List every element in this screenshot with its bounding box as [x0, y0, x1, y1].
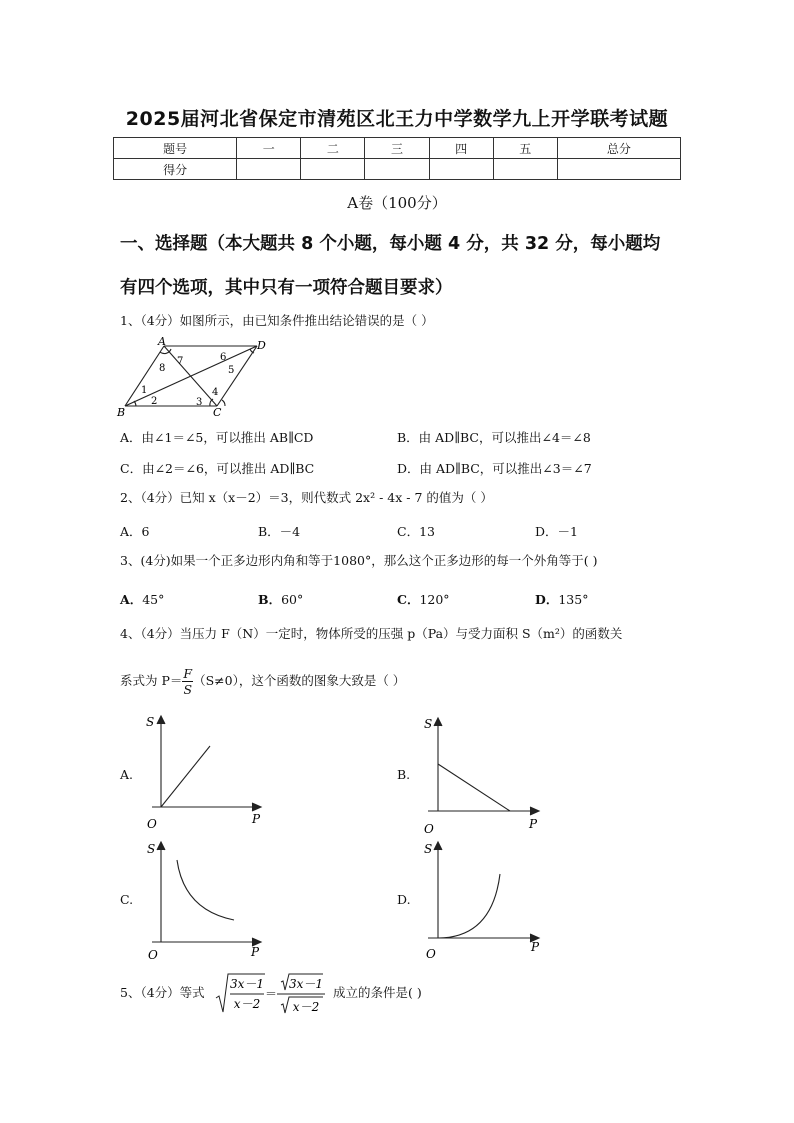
score-table-header-row: [114, 138, 681, 159]
q1-angle-4: 4: [212, 387, 219, 398]
q3-option-c: C．120°: [397, 592, 450, 607]
q4-graph-a-origin: O: [147, 817, 157, 831]
q1-angle-6: 6: [220, 352, 227, 363]
q4-graph-a: [144, 712, 268, 832]
q4-graph-b: [420, 714, 546, 836]
q5-equals: ＝: [265, 987, 278, 1001]
q1-option-d: D．由 AD∥BC，可以推出∠3＝∠7: [397, 461, 592, 476]
score-table-score-row: [114, 159, 681, 180]
page-title: 2025届河北省保定市清苑区北王力中学数学九上开学联考试题: [125, 108, 669, 130]
q1-label-b: B: [117, 406, 126, 419]
q4-graph-d: [420, 838, 546, 960]
q4-graph-b-origin: O: [424, 822, 434, 836]
q2-option-c: C．13: [397, 524, 435, 539]
part-one-line-1: 一、选择题（本大题共 8 个小题，每小题 4 分，共 32 分，每小题均: [120, 234, 661, 254]
q4-graph-c-label: C.: [120, 892, 134, 907]
q4-graph-d-origin: O: [426, 947, 436, 960]
q1-label-a: A: [158, 336, 166, 348]
q4-graph-c-origin: O: [148, 948, 158, 960]
score-table: [113, 137, 681, 180]
score-cell: [557, 159, 680, 180]
q4-stem-line1: 4、（4分）当压力 F（N）一定时，物体所受的压强 p（Pa）与受力面积 S（m²）的函数关: [120, 626, 623, 641]
q4-graph-c: [144, 838, 268, 960]
q4-fraction: $\frac{F}{S}$: [183, 666, 193, 697]
q1-label-c: C: [213, 406, 222, 419]
q2-option-d: D．－1: [535, 524, 578, 539]
q4-graph-c-axis-s: S: [147, 842, 156, 856]
q1-angle-7: 7: [177, 356, 184, 367]
q1-option-b: B．由 AD∥BC，可以推出∠4＝∠8: [397, 430, 591, 445]
score-cell: [301, 159, 365, 180]
q2-stem: 2、（4分）已知 x（x－2）＝3，则代数式 2x² - 4x - 7 的值为（ ）: [120, 490, 493, 505]
part-one-heading: [120, 222, 680, 310]
q4-graph-d-label: D.: [397, 892, 411, 907]
q4-graph-b-axis-p: P: [529, 817, 538, 831]
q4-graph-d-axis-p: P: [531, 940, 540, 954]
q4-stem-line2: 系式为 P＝ $\frac{F}{S}$ （S≠0），这个函数的图象大致是（ ）: [120, 666, 406, 697]
q4-graph-a-axis-s: S: [146, 715, 155, 729]
q3-stem: 3、(4分)如果一个正多边形内角和等于1080°，那么这个正多边形的每一个外角等于( ): [120, 553, 598, 568]
score-header-cell: 三: [365, 138, 429, 159]
q1-label-d: D: [257, 339, 266, 352]
score-header-cell: 二: [301, 138, 365, 159]
q1-angle-5: 5: [228, 365, 235, 376]
q5-rhs-denominator: x－2: [292, 1000, 320, 1014]
q4-graph-a-label: A.: [120, 767, 134, 782]
part-one-line-2: 有四个选项，其中只有一项符合题目要求）: [120, 278, 453, 298]
score-header-cell: 一: [237, 138, 301, 159]
q1-angle-8: 8: [159, 363, 166, 374]
q3-option-d: D．135°: [535, 592, 589, 607]
q2-option-b: B．－4: [258, 524, 301, 539]
q1-angle-3: 3: [196, 397, 203, 408]
q1-angle-1: 1: [141, 385, 148, 396]
section-heading: A卷（100分）: [347, 194, 447, 212]
q1-option-a: A．由∠1＝∠5，可以推出 AB∥CD: [120, 430, 314, 445]
score-header-cell: 总分: [557, 138, 680, 159]
score-cell: [365, 159, 429, 180]
q4-graph-c-axis-p: P: [251, 945, 260, 959]
q4-graph-b-label: B.: [397, 767, 411, 782]
score-header-cell: 五: [493, 138, 557, 159]
q5-lhs-numerator: 3x－1: [229, 977, 265, 991]
q3-option-b: B．60°: [258, 592, 304, 607]
q1-option-c: C．由∠2＝∠6，可以推出 AD∥BC: [120, 461, 315, 476]
q4-graph-b-axis-s: S: [424, 717, 433, 731]
q2-option-a: A．6: [120, 524, 150, 539]
q1-stem: 1、（4分）如图所示，由已知条件推出结论错误的是（ ）: [120, 313, 434, 328]
score-cell: [493, 159, 557, 180]
q5-equation: [213, 970, 331, 1018]
q4-graph-d-axis-s: S: [424, 842, 433, 856]
q5-stem-suffix: 成立的条件是( ): [333, 985, 422, 1000]
q5-stem-prefix: 5、（4分）等式: [120, 985, 205, 1000]
score-header-cell: 题号: [114, 138, 237, 159]
score-row-label: 得分: [114, 159, 237, 180]
score-cell: [429, 159, 493, 180]
q1-angle-2: 2: [151, 396, 158, 407]
q3-option-a: A．45°: [120, 592, 165, 607]
score-header-cell: 四: [429, 138, 493, 159]
q4-graph-a-axis-p: P: [252, 812, 261, 826]
q5-rhs-numerator: 3x－1: [288, 977, 324, 991]
q1-parallelogram-figure: [114, 336, 274, 422]
score-cell: [237, 159, 301, 180]
q5-lhs-denominator: x－2: [233, 997, 261, 1011]
